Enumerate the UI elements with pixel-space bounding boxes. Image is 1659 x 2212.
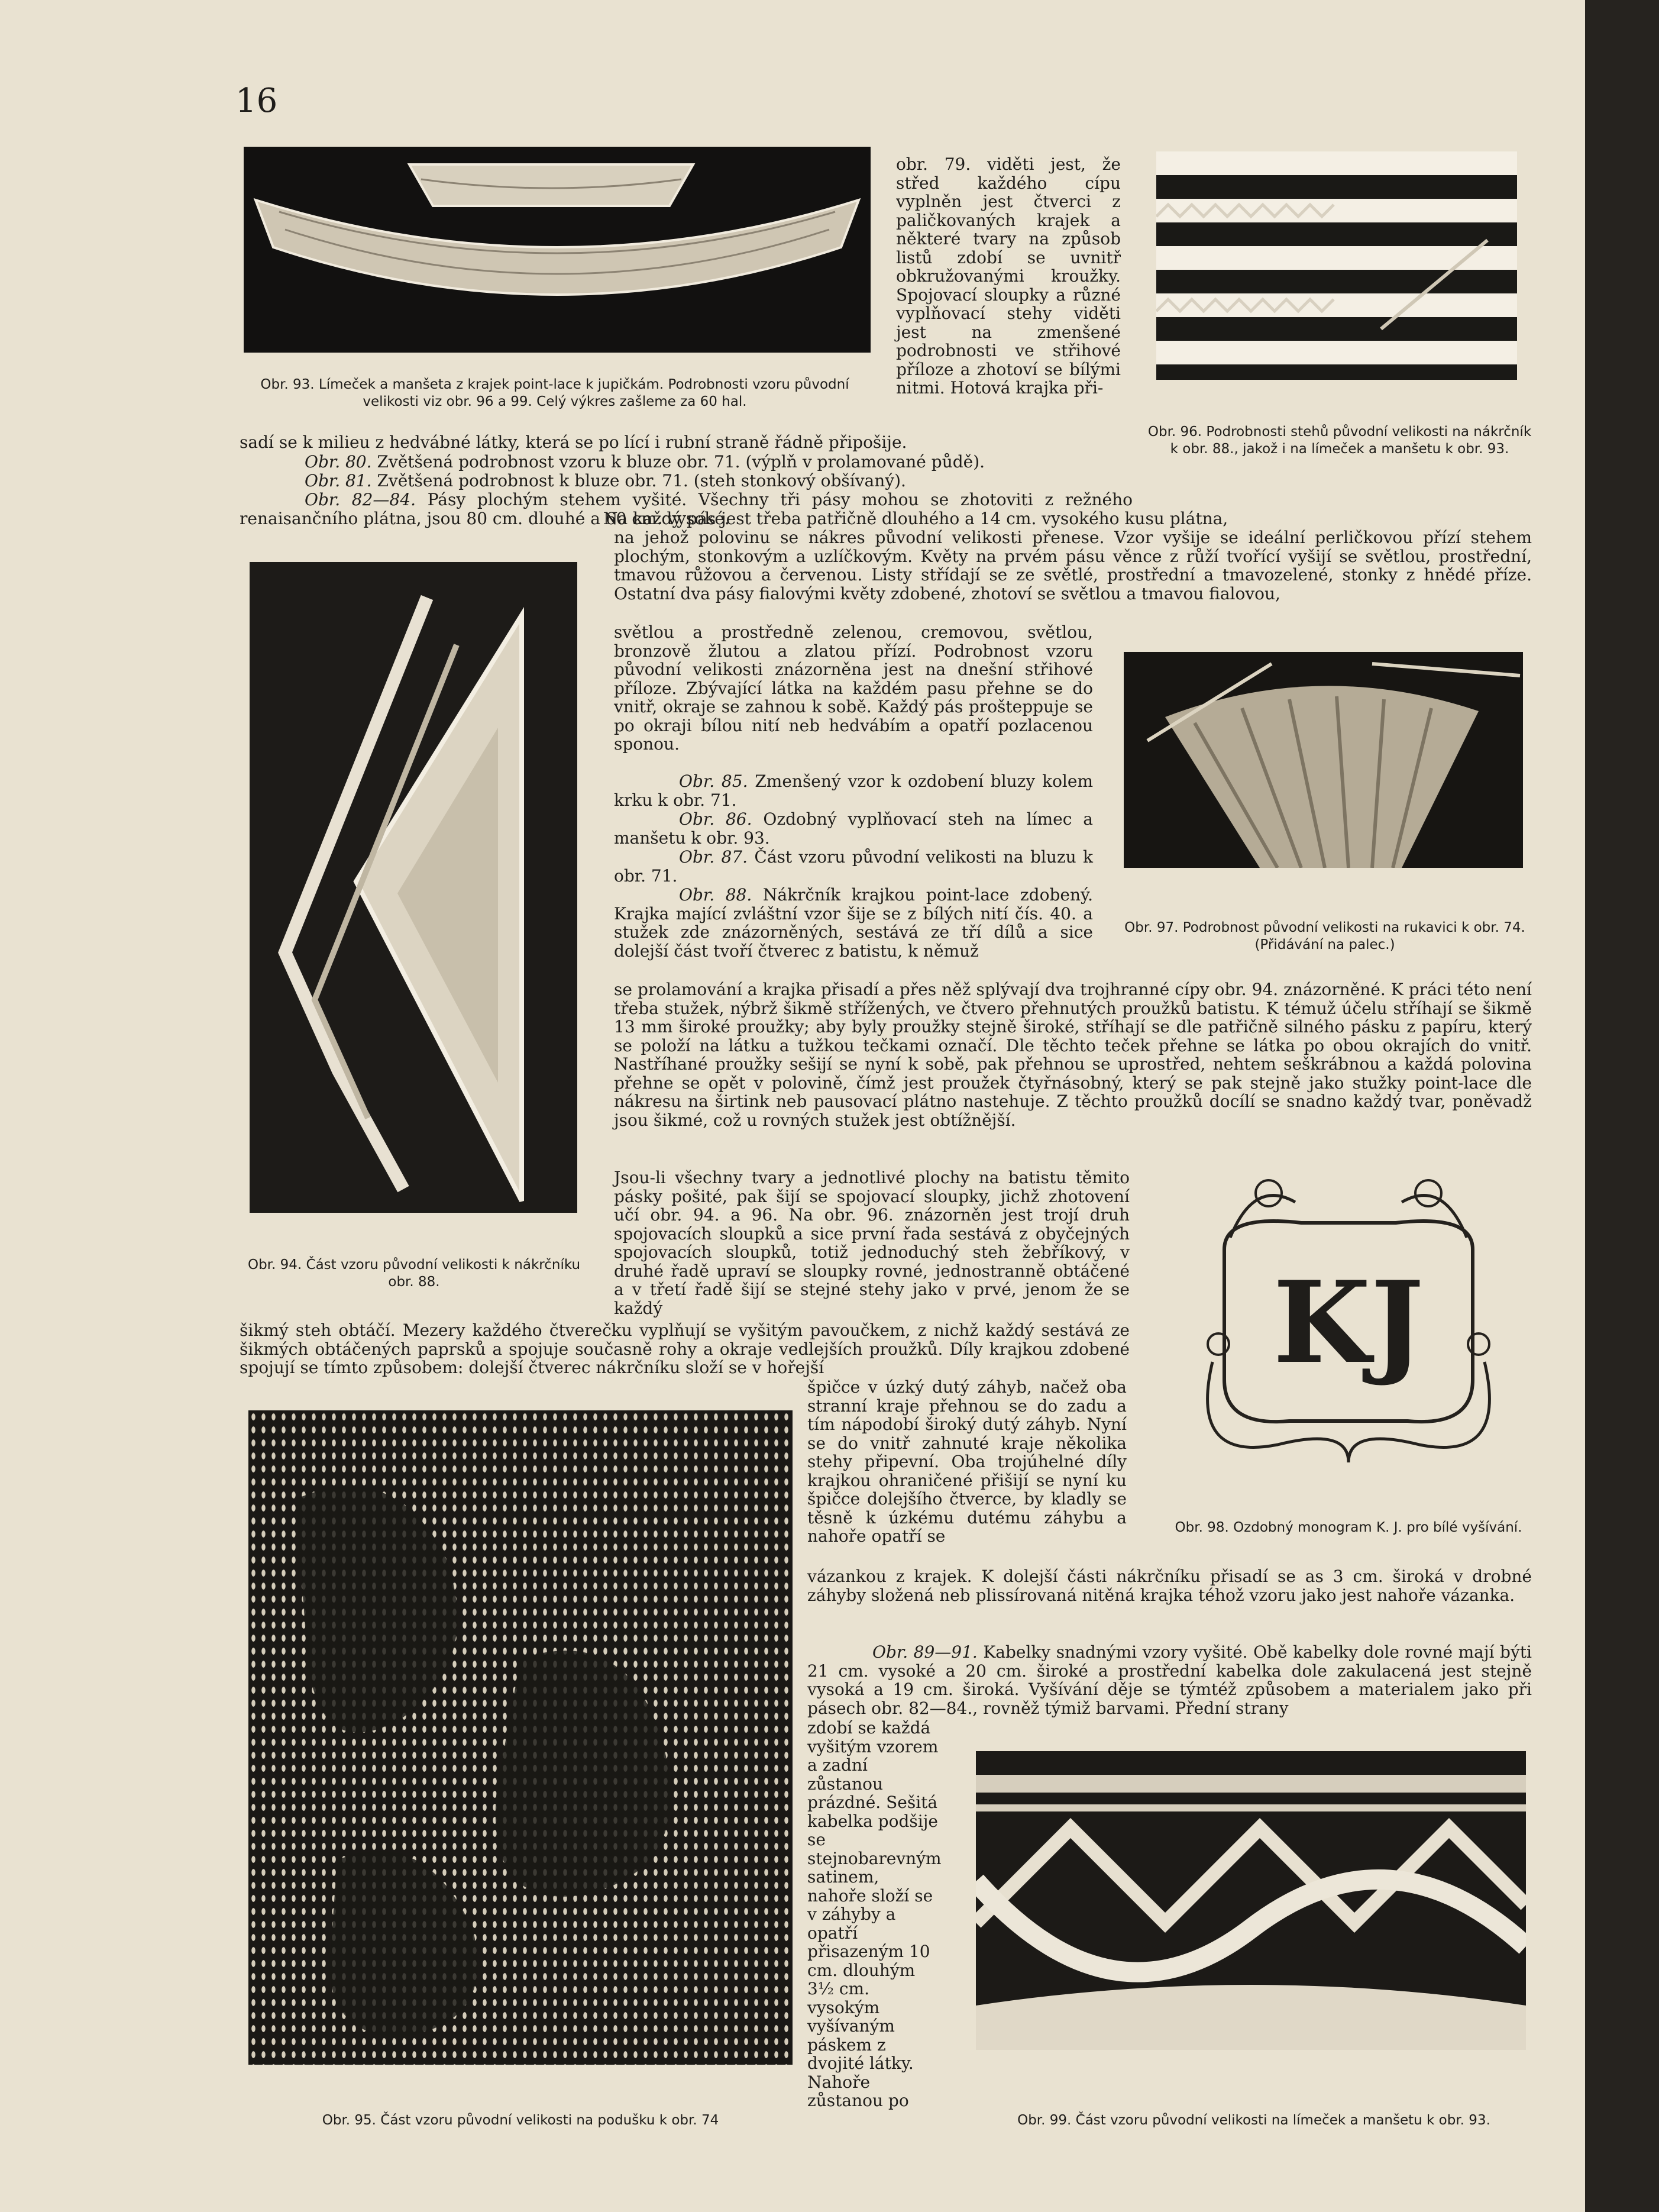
paragraph-obr-87 <box>614 848 1093 885</box>
text-obr-85: Zmenšený vzor k ozdobení bluzy kolem krku k obr. 71. <box>614 771 1093 810</box>
paragraph-obr-88-f: vázankou z krajek. K dolejší části nákrčníku přisadí se as 3 cm. široká v drobné záhyby složená neb plissírovaná nitěná krajka téhož vzoru jako jest nahoře vázanka. <box>807 1567 1532 1605</box>
paragraph-obr-80 <box>240 453 1133 472</box>
text-obr-80: Zvětšená podrobnost vzoru k bluze obr. 71. (výplň v prolamované půdě). <box>377 452 985 472</box>
figure-98-caption: Obr. 98. Ozdobný monogram K. J. pro bílé vyšívání. <box>1175 1520 1522 1535</box>
text-obr-89-a: Kabelky snadnými vzory vyšité. Obě kabelky dole rovné mají býti 21 cm. vysoké a 20 cm. široké a prostřední kabelka dole zakulacená jest stejně vysoká a 19 cm. široká. Vyšívání děje se týmtéž způsobem a materialem jako při pásech obr. 82—84., rovněž týmiž barvami. Přední strany <box>807 1642 1532 1718</box>
figure-99-caption: Obr. 99. Část vzoru původní velikosti na límeček a manšetu k obr. 93. <box>1017 2113 1490 2128</box>
figure-93-caption: Obr. 93. Límeček a manšeta z krajek point-lace k jupičkám. Podrobnosti vzoru původní velikosti viz obr. 96 a 99. Celý výkres zašleme za 60 hal. <box>260 377 849 409</box>
figure-95-caption: Obr. 95. Část vzoru původní velikosti na podušku k obr. 74 <box>322 2113 719 2128</box>
text-column-top: obr. 79. viděti jest, že střed každého cípu vyplněn jest čtverci z paličkovaných krajek a některé tvary na způsob listů zdobí se uvnitř obkružovanými kroužky. Spojovací sloupky a různé vyplňovací stehy viděti jest na zmenšené podrobnosti ve střihové příloze a zhotoví se bílými nitmi. Hotová krajka při- <box>896 154 1121 398</box>
paragraph-obr-81 <box>240 472 1133 490</box>
figure-97-glove-photo <box>1124 652 1523 868</box>
paragraph-obr-88-b: se prolamování a krajka přisadí a přes něž splývají dva trojhranné cípy obr. 94. znázorněné. K práci této není třeba stužek, nýbrž šikmě střížených, ve čtvero přehnutých proužků batistu. K témuž účelu stříhají se šikmě 13 mm široké proužky; aby byly proužky stejně široké, stříhají se dle patřičně silného pásku z papíru, který se položí na látku a tužkou tečkami označí. Dle těchto teček přehne se látka po obou okrajích do vnitř. Nastříhané proužky sešijí se nyní k sobě, pak přehnou se uprostřed, nehtem seškrábnou a každá polovina přehne se opět v polovině, čímž jest proužek čtyřnásobný, který se pak stejně jako stužky point-lace dle nákresu na širtink neb pausovací plátno nastehuje. Z těchto proužků docílí se snadno každý tvar, poněvadž jsou šikmé, což u rovných stužek jest obtížnější. <box>614 980 1532 1130</box>
label-obr-89: Obr. 89—91. <box>872 1642 978 1662</box>
figure-94-lace-photo <box>250 562 577 1213</box>
paragraph-obr-82-c: na jehož polovinu se nákres původní velikosti přenese. Vzor vyšije se ideální perličkovou přízí stehem plochým, stonkovým a uzlíčkovým. Květy na prvém pásu věnce z růží tvořící vyšijí se světlou, prostřední, tmavou růžovou a červenou. Listy střídají se ze světlé, prostřední a tmavozelené, stonky z hnědé příze. Ostatní dva pásy fialovými květy zdobené, zhotoví se světlou a tmavou fialovou, <box>614 528 1532 603</box>
label-obr-81: Obr. 81. <box>305 471 372 490</box>
paragraph-obr-89-b: zdobí se každá vyšitým vzorem a zadní zůstanou prázdné. Sešitá kabelka podšije se stejnobarevným satinem, nahoře složí se v záhyby a opatří přisazeným 10 cm. dlouhým 3½ cm. vysokým vyšívaným páskem z dvojité látky. Nahoře zůstanou po <box>807 1718 942 2110</box>
text-obr-86: Ozdobný vyplňovací steh na límec a manšetu k obr. 93. <box>614 809 1093 848</box>
label-obr-82: Obr. 82—84. <box>305 490 416 509</box>
figure-93-collar-photo <box>244 147 871 353</box>
text-obr-82-a: Pásy plochým stehem vyšité. Všechny tři pásy mohou se zhotoviti z režného renaisančního plátna, jsou 80 cm. dlouhé a 60 cm. vysoké. <box>240 490 1133 528</box>
figure-98-monogram <box>1159 1167 1538 1474</box>
paragraph-obr-82-b: Na každý pás jest třeba patřičně dlouhého a 14 cm. vysokého kusu plátna, <box>603 509 1228 528</box>
paragraph-obr-89-a <box>807 1643 1532 1717</box>
figure-95-filet-photo <box>248 1410 793 2065</box>
figure-97-caption: Obr. 97. Podrobnost původní velikosti na rukavici k obr. 74. (Přidávání na palec.) <box>1124 920 1525 952</box>
label-obr-88: Obr. 88. <box>679 885 752 905</box>
figure-96-stitches-photo <box>1156 151 1517 380</box>
page-number: 16 <box>235 82 278 120</box>
figure-96-caption: Obr. 96. Podrobnosti stehů původní velikosti na nákrčník k obr. 88., jakož i na límeček a manšetu k obr. 93. <box>1147 424 1532 457</box>
text-obr-88-a: Nákrčník krajkou point-lace zdobený. Krajka mající zvláštní vzor šije se z bílých nití čís. 40. a stužek zde znázorněných, sestává ze tří dílů a sice dolejší část tvoří čtverec z batistu, k němuž <box>614 885 1093 961</box>
figure-99-lace-photo <box>976 1751 1526 2050</box>
monogram-letters: KJ <box>1273 1257 1424 1388</box>
label-obr-80: Obr. 80. <box>305 452 372 472</box>
text-obr-81: Zvětšená podrobnost k bluze obr. 71. (steh stonkový obšívaný). <box>377 471 906 490</box>
paragraph-obr-82-d: světlou a prostředně zelenou, cremovou, světlou, bronzově žlutou a zlatou přízí. Podrobnost vzoru původní velikosti znázorněna jest na dnešní střihové příloze. Zbývající látka na každém pasu přehne se do vnitř, okraje se zahnou k sobě. Každý pás prošteppuje se po okraji bílou nití neb hedvábím a opatří pozlacenou sponou. <box>614 622 1093 754</box>
paragraph-obr-88-c: Jsou-li všechny tvary a jednotlivé plochy na batistu těmito pásky pošité, pak šijí se spojovací sloupky, jichž zhotovení učí obr. 94. a 96. Na obr. 96. znázorněn jest trojí druh spojovacích sloupků a sice první řada sestává z obyčejných spojovacích sloupků, totiž jednoduchý steh žebříkový, v druhé řadě upraví se sloupky rovné, jednostranně obtáčené a v třetí řadě šijí se stejné stehy jako v prvé, jenom že se každý <box>614 1168 1130 1318</box>
text-obr-87: Část vzoru původní velikosti na bluzu k obr. 71. <box>614 847 1093 886</box>
paragraph-obr-88-e: špičce v úzký dutý záhyb, načež oba stranní kraje přehnou se do zadu a tím nápodobí široký dutý záhyb. Nyní se do vnitř zahnuté kraje několika stehy připevní. Oba trojúhelné díly krajkou ohraničené přišijí se nyní ku špičce dolejšího čtverce, by kladly se těsně k úzkému dutému záhybu a nahoře opatří se <box>807 1377 1127 1546</box>
label-obr-85: Obr. 85. <box>679 771 748 791</box>
paragraph-obr-85 <box>614 772 1093 809</box>
label-obr-87: Obr. 87. <box>679 847 748 867</box>
paragraph-obr-86 <box>614 810 1093 847</box>
page-edge-shadow <box>1585 0 1659 2212</box>
paragraph-obr-88-a <box>614 886 1093 960</box>
paragraph-obr-88-d: šikmý steh obtáčí. Mezery každého čtverečku vyplňují se vyšitým pavoučkem, z nichž každý sestává ze šikmých obtáčených paprsků a spojuje současně rohy a okraje vedlejších proužků. Díly krajkou zdobené spojují se tímto způsobem: dolejší čtverec nákrčníku složí se v hořejší <box>240 1320 1130 1377</box>
figure-94-caption: Obr. 94. Část vzoru původní velikosti k nákrčníku obr. 88. <box>247 1257 581 1290</box>
label-obr-86: Obr. 86. <box>679 809 752 829</box>
paragraph-milieu: sadí se k milieu z hedvábné látky, která se po lící i rubní straně řádně připošije. <box>240 432 907 452</box>
